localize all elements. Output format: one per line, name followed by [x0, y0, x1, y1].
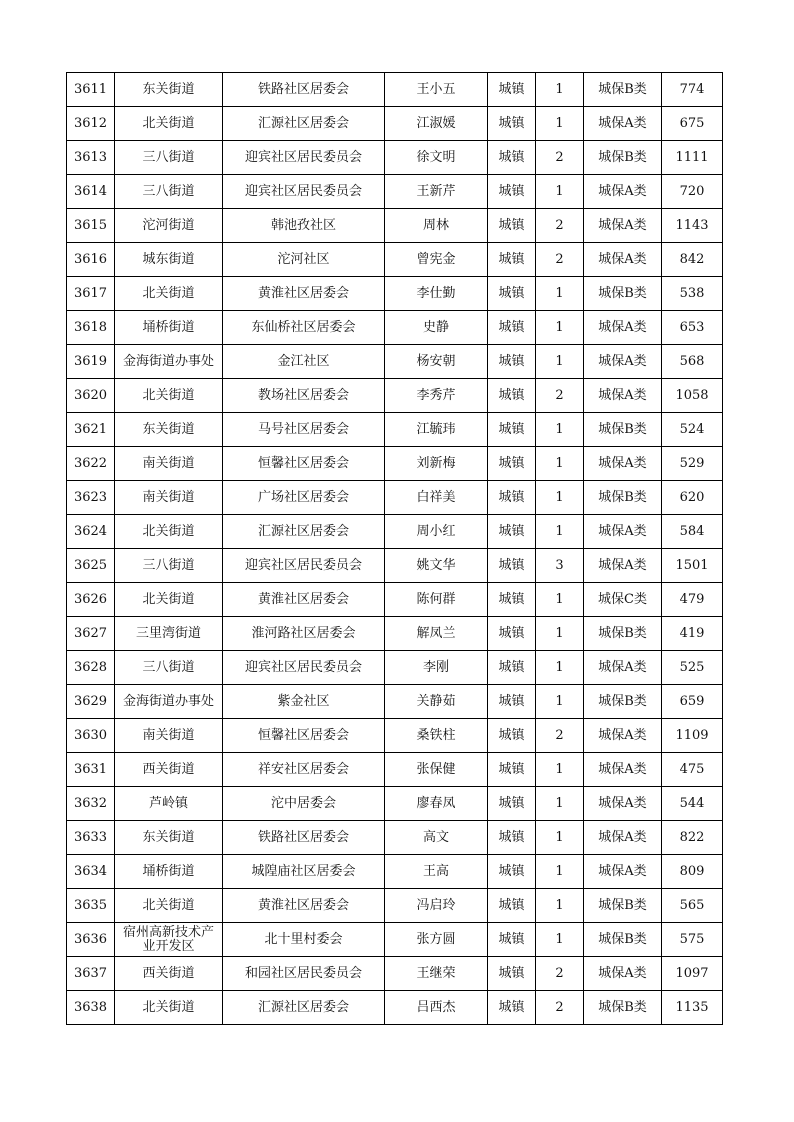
household-count-cell: 1	[536, 447, 584, 481]
area-type-cell: 城镇	[488, 107, 536, 141]
person-name-cell: 王高	[385, 855, 488, 889]
record-id-cell: 3638	[67, 991, 115, 1025]
amount-cell: 475	[662, 753, 723, 787]
category-cell: 城保B类	[584, 923, 662, 957]
area-type-cell: 城镇	[488, 379, 536, 413]
category-cell: 城保B类	[584, 991, 662, 1025]
area-type-cell: 城镇	[488, 991, 536, 1025]
person-name-cell: 关静茹	[385, 685, 488, 719]
community-cell: 祥安社区居委会	[223, 753, 385, 787]
amount-cell: 529	[662, 447, 723, 481]
table-row	[67, 753, 723, 787]
household-count-cell: 1	[536, 821, 584, 855]
area-type-cell: 城镇	[488, 685, 536, 719]
record-id-cell: 3622	[67, 447, 115, 481]
amount-cell: 675	[662, 107, 723, 141]
table-row	[67, 311, 723, 345]
area-type-cell: 城镇	[488, 277, 536, 311]
category-cell: 城保A类	[584, 209, 662, 243]
table-row	[67, 991, 723, 1025]
street-cell: 北关街道	[115, 889, 223, 923]
record-id-cell: 3624	[67, 515, 115, 549]
table-row	[67, 243, 723, 277]
amount-cell: 419	[662, 617, 723, 651]
category-cell: 城保B类	[584, 277, 662, 311]
table-row	[67, 515, 723, 549]
community-cell: 紫金社区	[223, 685, 385, 719]
category-cell: 城保A类	[584, 957, 662, 991]
record-id-cell: 3623	[67, 481, 115, 515]
table-row	[67, 175, 723, 209]
table-row	[67, 481, 723, 515]
area-type-cell: 城镇	[488, 549, 536, 583]
amount-cell: 1501	[662, 549, 723, 583]
household-count-cell: 1	[536, 923, 584, 957]
area-type-cell: 城镇	[488, 73, 536, 107]
area-type-cell: 城镇	[488, 209, 536, 243]
record-id-cell: 3612	[67, 107, 115, 141]
household-count-cell: 1	[536, 617, 584, 651]
person-name-cell: 王新芹	[385, 175, 488, 209]
record-id-cell: 3615	[67, 209, 115, 243]
street-cell: 三八街道	[115, 549, 223, 583]
community-cell: 金江社区	[223, 345, 385, 379]
household-count-cell: 2	[536, 243, 584, 277]
record-id-cell: 3620	[67, 379, 115, 413]
amount-cell: 659	[662, 685, 723, 719]
area-type-cell: 城镇	[488, 447, 536, 481]
person-name-cell: 江淑媛	[385, 107, 488, 141]
street-cell: 金海街道办事处	[115, 685, 223, 719]
street-cell: 东关街道	[115, 821, 223, 855]
person-name-cell: 周林	[385, 209, 488, 243]
street-cell: 芦岭镇	[115, 787, 223, 821]
amount-cell: 1097	[662, 957, 723, 991]
amount-cell: 809	[662, 855, 723, 889]
table-row	[67, 413, 723, 447]
table-row	[67, 209, 723, 243]
community-cell: 沱中居委会	[223, 787, 385, 821]
community-cell: 东仙桥社区居委会	[223, 311, 385, 345]
person-name-cell: 周小红	[385, 515, 488, 549]
person-name-cell: 冯启玲	[385, 889, 488, 923]
amount-cell: 568	[662, 345, 723, 379]
household-count-cell: 2	[536, 379, 584, 413]
amount-cell: 565	[662, 889, 723, 923]
amount-cell: 1143	[662, 209, 723, 243]
category-cell: 城保B类	[584, 889, 662, 923]
area-type-cell: 城镇	[488, 957, 536, 991]
area-type-cell: 城镇	[488, 753, 536, 787]
category-cell: 城保A类	[584, 549, 662, 583]
community-cell: 迎宾社区居民委员会	[223, 141, 385, 175]
record-id-cell: 3616	[67, 243, 115, 277]
record-id-cell: 3629	[67, 685, 115, 719]
records-table	[66, 72, 723, 1025]
household-count-cell: 1	[536, 583, 584, 617]
community-cell: 教场社区居委会	[223, 379, 385, 413]
person-name-cell: 解凤兰	[385, 617, 488, 651]
street-cell: 三八街道	[115, 651, 223, 685]
record-id-cell: 3635	[67, 889, 115, 923]
community-cell: 迎宾社区居民委员会	[223, 651, 385, 685]
area-type-cell: 城镇	[488, 141, 536, 175]
community-cell: 广场社区居委会	[223, 481, 385, 515]
community-cell: 汇源社区居委会	[223, 991, 385, 1025]
community-cell: 和园社区居民委员会	[223, 957, 385, 991]
area-type-cell: 城镇	[488, 617, 536, 651]
household-count-cell: 1	[536, 73, 584, 107]
amount-cell: 653	[662, 311, 723, 345]
area-type-cell: 城镇	[488, 855, 536, 889]
person-name-cell: 王继荣	[385, 957, 488, 991]
table-row	[67, 549, 723, 583]
community-cell: 黄淮社区居委会	[223, 583, 385, 617]
table-row	[67, 447, 723, 481]
table-row	[67, 685, 723, 719]
person-name-cell: 桑铁柱	[385, 719, 488, 753]
area-type-cell: 城镇	[488, 311, 536, 345]
record-id-cell: 3618	[67, 311, 115, 345]
community-cell: 铁路社区居委会	[223, 821, 385, 855]
amount-cell: 1135	[662, 991, 723, 1025]
household-count-cell: 1	[536, 651, 584, 685]
street-cell: 北关街道	[115, 277, 223, 311]
household-count-cell: 2	[536, 141, 584, 175]
street-cell: 埇桥街道	[115, 311, 223, 345]
street-cell: 北关街道	[115, 583, 223, 617]
community-cell: 城隍庙社区居委会	[223, 855, 385, 889]
category-cell: 城保B类	[584, 685, 662, 719]
person-name-cell: 李刚	[385, 651, 488, 685]
record-id-cell: 3626	[67, 583, 115, 617]
street-cell: 北关街道	[115, 379, 223, 413]
community-cell: 北十里村委会	[223, 923, 385, 957]
street-cell: 东关街道	[115, 73, 223, 107]
area-type-cell: 城镇	[488, 651, 536, 685]
table-row	[67, 583, 723, 617]
category-cell: 城保A类	[584, 447, 662, 481]
household-count-cell: 1	[536, 685, 584, 719]
person-name-cell: 徐文明	[385, 141, 488, 175]
community-cell: 汇源社区居委会	[223, 107, 385, 141]
category-cell: 城保A类	[584, 243, 662, 277]
household-count-cell: 1	[536, 277, 584, 311]
table-body	[67, 73, 723, 1025]
community-cell: 马号社区居委会	[223, 413, 385, 447]
person-name-cell: 吕西杰	[385, 991, 488, 1025]
household-count-cell: 1	[536, 413, 584, 447]
record-id-cell: 3611	[67, 73, 115, 107]
table-row	[67, 345, 723, 379]
street-cell: 埇桥街道	[115, 855, 223, 889]
person-name-cell: 廖春凤	[385, 787, 488, 821]
record-id-cell: 3625	[67, 549, 115, 583]
category-cell: 城保A类	[584, 515, 662, 549]
record-id-cell: 3634	[67, 855, 115, 889]
category-cell: 城保B类	[584, 413, 662, 447]
category-cell: 城保A类	[584, 855, 662, 889]
household-count-cell: 1	[536, 787, 584, 821]
street-cell: 北关街道	[115, 107, 223, 141]
record-id-cell: 3617	[67, 277, 115, 311]
category-cell: 城保C类	[584, 583, 662, 617]
street-cell: 金海街道办事处	[115, 345, 223, 379]
community-cell: 恒馨社区居委会	[223, 719, 385, 753]
community-cell: 恒馨社区居委会	[223, 447, 385, 481]
category-cell: 城保B类	[584, 481, 662, 515]
record-id-cell: 3619	[67, 345, 115, 379]
record-id-cell: 3630	[67, 719, 115, 753]
record-id-cell: 3632	[67, 787, 115, 821]
amount-cell: 575	[662, 923, 723, 957]
table-row	[67, 73, 723, 107]
street-cell: 宿州高新技术产业开发区	[115, 923, 223, 957]
household-count-cell: 1	[536, 753, 584, 787]
table-row	[67, 855, 723, 889]
community-cell: 沱河社区	[223, 243, 385, 277]
amount-cell: 544	[662, 787, 723, 821]
category-cell: 城保A类	[584, 651, 662, 685]
household-count-cell: 2	[536, 209, 584, 243]
category-cell: 城保B类	[584, 617, 662, 651]
record-id-cell: 3621	[67, 413, 115, 447]
amount-cell: 774	[662, 73, 723, 107]
household-count-cell: 1	[536, 481, 584, 515]
category-cell: 城保A类	[584, 821, 662, 855]
record-id-cell: 3636	[67, 923, 115, 957]
table-row	[67, 923, 723, 957]
category-cell: 城保A类	[584, 753, 662, 787]
amount-cell: 584	[662, 515, 723, 549]
category-cell: 城保A类	[584, 175, 662, 209]
street-cell: 北关街道	[115, 515, 223, 549]
street-cell: 城东街道	[115, 243, 223, 277]
household-count-cell: 1	[536, 889, 584, 923]
table-row	[67, 787, 723, 821]
person-name-cell: 王小五	[385, 73, 488, 107]
area-type-cell: 城镇	[488, 719, 536, 753]
person-name-cell: 刘新梅	[385, 447, 488, 481]
area-type-cell: 城镇	[488, 787, 536, 821]
person-name-cell: 曾宪金	[385, 243, 488, 277]
street-cell: 三里湾街道	[115, 617, 223, 651]
household-count-cell: 2	[536, 991, 584, 1025]
street-cell: 东关街道	[115, 413, 223, 447]
household-count-cell: 1	[536, 107, 584, 141]
household-count-cell: 2	[536, 957, 584, 991]
person-name-cell: 高文	[385, 821, 488, 855]
area-type-cell: 城镇	[488, 175, 536, 209]
amount-cell: 1109	[662, 719, 723, 753]
category-cell: 城保A类	[584, 379, 662, 413]
street-cell: 三八街道	[115, 175, 223, 209]
table-row	[67, 957, 723, 991]
community-cell: 淮河路社区居委会	[223, 617, 385, 651]
household-count-cell: 1	[536, 515, 584, 549]
amount-cell: 1058	[662, 379, 723, 413]
area-type-cell: 城镇	[488, 889, 536, 923]
record-id-cell: 3631	[67, 753, 115, 787]
household-count-cell: 1	[536, 311, 584, 345]
community-cell: 黄淮社区居委会	[223, 277, 385, 311]
record-id-cell: 3614	[67, 175, 115, 209]
amount-cell: 1111	[662, 141, 723, 175]
table-row	[67, 821, 723, 855]
table-row	[67, 617, 723, 651]
amount-cell: 720	[662, 175, 723, 209]
person-name-cell: 张方圆	[385, 923, 488, 957]
area-type-cell: 城镇	[488, 413, 536, 447]
area-type-cell: 城镇	[488, 515, 536, 549]
person-name-cell: 陈何群	[385, 583, 488, 617]
table-row	[67, 719, 723, 753]
community-cell: 韩池孜社区	[223, 209, 385, 243]
street-cell: 北关街道	[115, 991, 223, 1025]
category-cell: 城保A类	[584, 311, 662, 345]
category-cell: 城保A类	[584, 787, 662, 821]
street-cell: 三八街道	[115, 141, 223, 175]
record-id-cell: 3613	[67, 141, 115, 175]
table-row	[67, 651, 723, 685]
area-type-cell: 城镇	[488, 583, 536, 617]
table-row	[67, 141, 723, 175]
table-row	[67, 889, 723, 923]
household-count-cell: 1	[536, 345, 584, 379]
area-type-cell: 城镇	[488, 821, 536, 855]
amount-cell: 479	[662, 583, 723, 617]
amount-cell: 842	[662, 243, 723, 277]
household-count-cell: 1	[536, 855, 584, 889]
amount-cell: 822	[662, 821, 723, 855]
table-row	[67, 379, 723, 413]
street-cell: 南关街道	[115, 719, 223, 753]
community-cell: 迎宾社区居民委员会	[223, 549, 385, 583]
area-type-cell: 城镇	[488, 923, 536, 957]
record-id-cell: 3628	[67, 651, 115, 685]
table-row	[67, 277, 723, 311]
street-cell: 南关街道	[115, 447, 223, 481]
community-cell: 铁路社区居委会	[223, 73, 385, 107]
community-cell: 汇源社区居委会	[223, 515, 385, 549]
person-name-cell: 江毓玮	[385, 413, 488, 447]
community-cell: 迎宾社区居民委员会	[223, 175, 385, 209]
person-name-cell: 张保健	[385, 753, 488, 787]
category-cell: 城保B类	[584, 141, 662, 175]
community-cell: 黄淮社区居委会	[223, 889, 385, 923]
household-count-cell: 3	[536, 549, 584, 583]
street-cell: 西关街道	[115, 957, 223, 991]
area-type-cell: 城镇	[488, 481, 536, 515]
street-cell: 西关街道	[115, 753, 223, 787]
person-name-cell: 李仕勤	[385, 277, 488, 311]
category-cell: 城保B类	[584, 73, 662, 107]
area-type-cell: 城镇	[488, 345, 536, 379]
street-cell: 南关街道	[115, 481, 223, 515]
record-id-cell: 3633	[67, 821, 115, 855]
person-name-cell: 杨安朝	[385, 345, 488, 379]
record-id-cell: 3627	[67, 617, 115, 651]
category-cell: 城保A类	[584, 107, 662, 141]
category-cell: 城保A类	[584, 345, 662, 379]
household-count-cell: 2	[536, 719, 584, 753]
record-id-cell: 3637	[67, 957, 115, 991]
person-name-cell: 白祥美	[385, 481, 488, 515]
area-type-cell: 城镇	[488, 243, 536, 277]
table-row	[67, 107, 723, 141]
person-name-cell: 姚文华	[385, 549, 488, 583]
person-name-cell: 李秀芹	[385, 379, 488, 413]
category-cell: 城保A类	[584, 719, 662, 753]
amount-cell: 524	[662, 413, 723, 447]
street-cell: 沱河街道	[115, 209, 223, 243]
person-name-cell: 史静	[385, 311, 488, 345]
amount-cell: 525	[662, 651, 723, 685]
amount-cell: 620	[662, 481, 723, 515]
amount-cell: 538	[662, 277, 723, 311]
household-count-cell: 1	[536, 175, 584, 209]
